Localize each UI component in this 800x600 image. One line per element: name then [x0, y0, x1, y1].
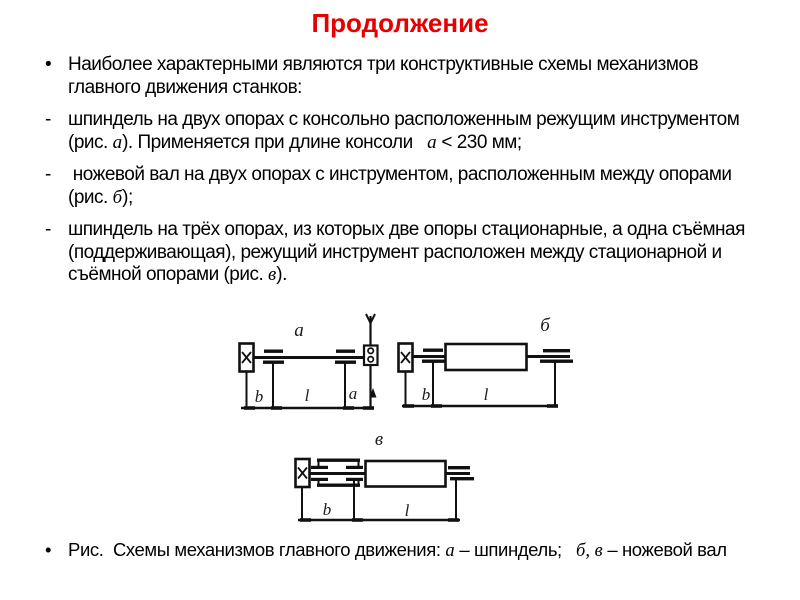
page-title: Продолжение: [311, 8, 489, 38]
list-item-text: шпиндель на двух опорах с консольно расположенным режущим инструментом (рис. а). Применяется при длине консоли а < 230 мм;: [68, 109, 745, 153]
dim-b-label: b: [322, 500, 332, 519]
list-item-text: шпиндель на трёх опорах, из которых две опоры стационарные, а одна съёмная (поддерживающая), режущий инструмент расположен между стационарной и съёмной опорами (рис. в).: [68, 219, 750, 285]
bullet-marker: -: [45, 164, 51, 185]
dim-l-label: l: [483, 385, 489, 404]
knife-shaft-body: [446, 344, 527, 370]
list-item-text: ножевой вал на двух опорах с инструментом, расположенным между опорами (рис. б);: [68, 164, 737, 208]
dim-l-label: l: [404, 501, 410, 520]
figure-caption: [36, 539, 776, 562]
diagram-b-label: б: [540, 315, 550, 336]
knife-shaft-body: [366, 461, 446, 487]
bullet-marker: •: [45, 54, 52, 75]
caption-text: Рис. Схемы механизмов главного движения: а – шпиндель; б, в – ножевой вал: [68, 539, 727, 561]
diagram-b: [399, 315, 574, 408]
diagram-v: [296, 429, 475, 522]
bullet-marker: -: [45, 109, 51, 130]
dim-b-label: b: [421, 385, 431, 404]
bullet-marker: •: [45, 539, 52, 560]
diagram-a-label: а: [294, 320, 304, 341]
diagram-v-label: в: [374, 429, 384, 450]
dim-a-label: a: [348, 384, 358, 403]
bullet-marker: -: [45, 219, 51, 240]
dim-l-label: l: [304, 386, 310, 405]
cutting-tool-icon: [364, 314, 378, 408]
diagram-a: [240, 314, 378, 410]
list-item-text: Наиболее характерными являются три конструктивные схемы механизмов главного движения станков:: [68, 54, 703, 98]
dim-b-label: b: [254, 387, 264, 406]
